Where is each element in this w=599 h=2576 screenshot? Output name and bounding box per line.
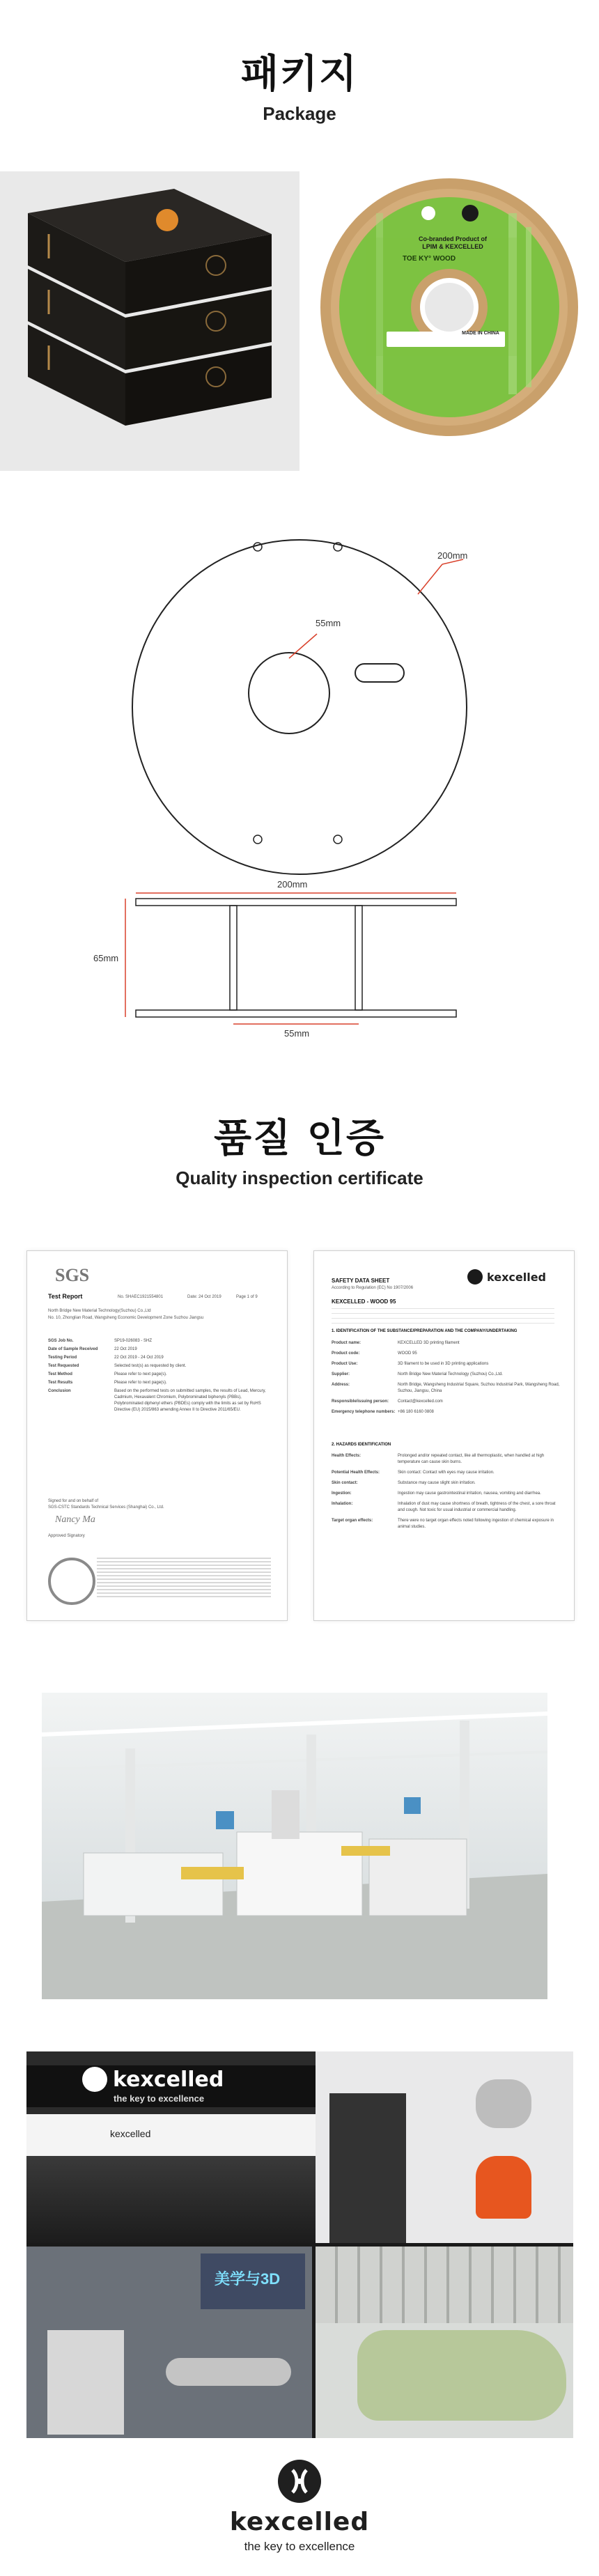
spool-product: TOE KY° WOOD: [403, 255, 456, 263]
table-row: [332, 1382, 561, 1395]
sds-brand: [467, 1269, 546, 1285]
spool-brand-line: Co-branded Product of: [419, 235, 487, 242]
expo-visitors: [329, 2093, 406, 2243]
expo-terrain-model: [357, 2330, 566, 2421]
row-value: WOOD 95: [398, 1351, 417, 1356]
table-row: [332, 1518, 561, 1530]
row-value: Skin contact: Contact with eyes may cause irritation.: [398, 1471, 495, 1475]
sgs-rows: [48, 1338, 271, 1415]
row-label: Emergency telephone numbers:: [332, 1410, 396, 1414]
row-label: Test Results: [48, 1381, 73, 1385]
row-value: Inhalation of dust may cause shortness of breath, tightness of the chest, a sore throat and cough. Not toxic for usual industrial or commercial handling.: [398, 1502, 556, 1512]
row-value: SP19-026083 - SHZ: [114, 1339, 153, 1343]
row-label: Skin contact:: [332, 1481, 358, 1485]
expo-display-prints: [166, 2358, 291, 2386]
table-row: [48, 1388, 271, 1413]
sgs-date: Date: 24 Oct 2019: [187, 1295, 221, 1299]
row-value: North Bridge New Material Technology (Suzhou) Co.,Ltd.: [398, 1372, 503, 1376]
expo-banner-tagline: the key to excellence: [114, 2093, 205, 2104]
row-value: Based on the performed tests on submitted samples, the results of Lead, Mercury, Cadmium, Hexavalent Chromium, Polybrominated biphenyls (PBBs), Polybrominated diphenyl ethers (PBDEs) comply with the limits as set by RoHS Directive (EU) 2015/863 amending Annex II to Directive 2011/65/EU.: [114, 1389, 266, 1412]
sgs-report: [26, 1250, 288, 1621]
sgs-company: North Bridge New Material Technology(Suzhou) Co.,Ltd: [48, 1309, 151, 1313]
row-label: Health Effects:: [332, 1454, 361, 1458]
table-row: [332, 1470, 561, 1476]
expo-banner-brand: kexcelled: [113, 2067, 224, 2092]
front-hub-dim: 55mm: [316, 618, 341, 628]
row-label: Address:: [332, 1383, 350, 1387]
expo-printer-photo: [26, 2247, 312, 2438]
row-value: Substance may cause slight skin irritation.: [398, 1481, 476, 1485]
row-value: Ingestion may cause gastrointestinal irritation, nausea, vomiting and diarrhea.: [398, 1491, 541, 1496]
spool-front-drawing: [118, 519, 481, 881]
row-label: Product Use:: [332, 1362, 358, 1366]
row-value: Please refer to next page(s).: [114, 1372, 167, 1376]
row-label: Inhalation:: [332, 1502, 353, 1506]
expo-gray-model: [476, 2079, 531, 2128]
sgs-signed-for: Signed for and on behalf of: [48, 1499, 99, 1503]
expo-sample-wall: [316, 2247, 573, 2323]
sgs-footer-text: [97, 1558, 271, 1599]
row-value: North Bridge, Wangsheng Industrial Square, Suzhou Industrial Park, Wangsheng Road, Suzhou, Jiangsu, China: [398, 1383, 560, 1393]
row-value: Please refer to next page(s).: [114, 1381, 167, 1385]
table-row: [332, 1480, 561, 1487]
table-row: [48, 1347, 271, 1353]
sds-rows2: [332, 1453, 561, 1535]
table-row: [332, 1372, 561, 1378]
row-value: 22 Oct 2019: [114, 1347, 137, 1351]
expo-collage: [26, 2051, 573, 2438]
sgs-report-no: No. SHAEC1921554801: [118, 1295, 164, 1299]
table-row: [332, 1453, 561, 1466]
table-row: [332, 1351, 561, 1357]
sds-section2: 2. HAZARDS IDENTIFICATION: [332, 1443, 391, 1447]
expo-printer: [47, 2330, 124, 2435]
factory-photo: [42, 1693, 547, 1999]
expo-banner-logo-icon: [82, 2067, 107, 2092]
footer-brand: kexcelled: [229, 2508, 370, 2536]
expo-terrain-photo: [316, 2247, 573, 2438]
expo-visitors-photo: [316, 2051, 573, 2243]
row-value: 22 Oct 2019 - 24 Oct 2019: [114, 1356, 164, 1360]
row-label: Product name:: [332, 1341, 361, 1345]
table-row: [332, 1340, 561, 1347]
row-value: KEXCELLED 3D printing filament: [398, 1341, 460, 1345]
row-value: There were no target organ effects noted following ingestion of chemical exposure in animal studies.: [398, 1519, 554, 1529]
spool-side-drawing: [93, 878, 495, 1045]
table-row: [48, 1363, 271, 1370]
expo-booth-photo: [26, 2051, 316, 2243]
box-stack-photo: [0, 171, 300, 471]
sds-rows1: [332, 1340, 561, 1420]
row-value: 3D filament to be used in 3D printing applications: [398, 1362, 489, 1366]
row-label: Supplier:: [332, 1372, 350, 1376]
table-row: [48, 1380, 271, 1386]
expo-crowd: [26, 2156, 316, 2243]
row-label: Target organ effects:: [332, 1519, 373, 1523]
row-value: +86 180 6160 0808: [398, 1410, 434, 1414]
row-label: Test Method: [48, 1372, 72, 1376]
row-label: Potential Health Effects:: [332, 1471, 380, 1475]
spool-photo: [300, 171, 599, 471]
sgs-signatory: Approved Signatory: [48, 1534, 85, 1538]
table-row: [48, 1338, 271, 1344]
sds-heading: SAFETY DATA SHEET: [332, 1278, 390, 1284]
sgs-signed-co: SGS-CSTC Standards Technical Services (Shanghai) Co., Ltd.: [48, 1505, 164, 1510]
expo-banner-brand-wrap: [82, 2067, 224, 2092]
footer-logo: [0, 2459, 599, 2563]
sds-document: [313, 1250, 575, 1621]
expo-booth-wall: [26, 2114, 316, 2156]
sds-section1: 1. IDENTIFICATION OF THE SUBSTANCE/PREPARATION AND THE COMPANY/UNDERTAKING: [332, 1329, 518, 1333]
sds-product-title: KEXCELLED - WOOD 95: [332, 1298, 396, 1305]
row-label: Date of Sample Received: [48, 1347, 98, 1351]
quality-title-en: Quality inspection certificate: [176, 1167, 423, 1188]
front-outer-dim: 200mm: [437, 550, 468, 561]
table-row: [332, 1399, 561, 1405]
row-label: Ingestion:: [332, 1491, 352, 1496]
expo-sign-cn: 美学与3D: [215, 2270, 281, 2288]
sds-info-table: [332, 1308, 554, 1324]
sgs-seal: [48, 1558, 95, 1605]
row-label: Conclusion: [48, 1389, 71, 1393]
table-row: [332, 1491, 561, 1497]
spool-made-in: MADE IN CHINA: [462, 331, 499, 336]
sds-brand-text: kexcelled: [487, 1270, 546, 1284]
table-row: [332, 1501, 561, 1514]
sgs-page: Page 1 of 9: [236, 1295, 258, 1299]
row-value: Selected test(s) as requested by client.: [114, 1364, 187, 1368]
expo-booth-brand: kexcelled: [110, 2128, 151, 2139]
kexcelled-logo-icon: [467, 1269, 483, 1285]
table-row: [48, 1372, 271, 1378]
quality-title-ko: 품질 인증: [214, 1116, 385, 1161]
spool-brand-line2: LPIM & KEXCELLED: [422, 243, 483, 250]
sds-sub: According to Regulation (EC) No 1907/2006: [332, 1286, 414, 1290]
side-height-dim: 65mm: [93, 953, 119, 963]
sgs-address: No. 10, Zhonglian Road, Wangsheng Economic Development Zone Suzhou Jiangsu: [48, 1316, 204, 1320]
table-row: [332, 1409, 561, 1415]
sgs-logo: SGS: [55, 1265, 90, 1285]
row-label: Test Requested: [48, 1364, 79, 1368]
package-title-ko: 패키지: [240, 52, 359, 97]
row-label: Product code:: [332, 1351, 360, 1356]
row-value: Prolonged and/or repeated contact, like all thermoplastic, when handled at high temperature can cause skin burns.: [398, 1454, 545, 1464]
table-row: [332, 1361, 561, 1367]
row-label: SGS Job No.: [48, 1339, 74, 1343]
row-label: Testing Period: [48, 1356, 77, 1360]
row-value: Contact@kexcelled.com: [398, 1399, 443, 1404]
package-title-en: Package: [263, 103, 336, 124]
footer-tagline: the key to excellence: [244, 2540, 355, 2553]
row-label: Responsible/issuing person:: [332, 1399, 389, 1404]
expo-orange-model: [476, 2156, 531, 2219]
side-hub-dim: 55mm: [284, 1028, 310, 1039]
sgs-heading: Test Report: [48, 1293, 83, 1300]
side-width-dim: 200mm: [277, 879, 308, 890]
sgs-signature: Nancy Ma: [55, 1514, 95, 1525]
table-row: [48, 1355, 271, 1361]
